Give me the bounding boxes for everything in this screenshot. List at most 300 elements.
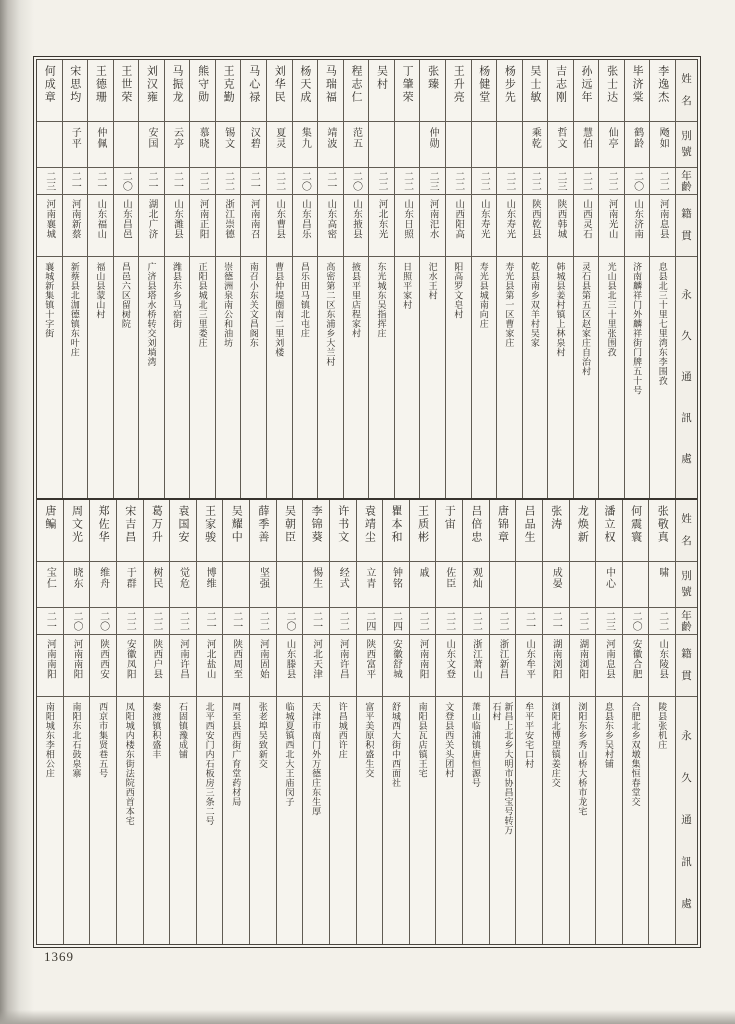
age-cell — [383, 608, 409, 635]
age-cell — [277, 608, 303, 635]
address-cell — [344, 257, 369, 498]
age-cell — [599, 168, 624, 195]
age-cell — [625, 168, 650, 195]
entry-column — [292, 60, 318, 498]
origin-cell — [37, 635, 63, 697]
address-cell — [88, 257, 113, 498]
age-cell — [490, 608, 516, 635]
origin-cell — [410, 635, 436, 697]
person-name: 孙远年 — [580, 65, 593, 104]
mailing-address: 牟平平安宅口村 — [524, 702, 535, 769]
alias-cell — [596, 562, 622, 608]
person-name: 何震寰 — [629, 505, 642, 544]
native-place: 河南新蔡 — [69, 199, 80, 239]
address-cell — [117, 697, 143, 944]
age-value: 二〇 — [630, 611, 642, 631]
mailing-address: 潍县东乡马宿街 — [172, 262, 183, 329]
alias-cell — [446, 122, 471, 168]
alias-cell — [625, 122, 650, 168]
native-place: 河南许昌 — [177, 639, 188, 679]
age-cell — [114, 168, 139, 195]
age-cell — [344, 168, 369, 195]
entry-column — [522, 60, 548, 498]
native-place: 山东牟平 — [524, 639, 535, 679]
alias-cell — [623, 562, 649, 608]
native-place: 河南光山 — [606, 199, 617, 239]
name-cell — [596, 500, 622, 562]
address-cell — [114, 257, 139, 498]
age-cell — [410, 608, 436, 635]
age-cell — [446, 168, 471, 195]
name-cell — [463, 500, 489, 562]
courtesy-name: 飏如 — [657, 127, 669, 149]
native-place: 河北天津 — [311, 639, 322, 679]
entry-column — [62, 60, 88, 498]
alias-cell — [277, 562, 303, 608]
mailing-address: 济南麟祥门外麟祥街门牌五十号 — [632, 262, 643, 395]
alias-cell — [383, 562, 409, 608]
person-name: 吴朝臣 — [283, 505, 296, 544]
name-cell — [472, 60, 497, 122]
name-cell — [90, 500, 116, 562]
courtesy-name: 觉危 — [177, 567, 189, 589]
header-label-char: 號 — [681, 147, 692, 159]
age-cell — [516, 608, 542, 635]
name-cell — [650, 60, 675, 122]
age-cell — [596, 608, 622, 635]
address-cell — [241, 257, 266, 498]
alias-cell — [190, 122, 215, 168]
age-cell — [90, 608, 116, 635]
mailing-address: 息县东乡吴村铺 — [603, 702, 614, 769]
name-cell — [490, 500, 516, 562]
courtesy-name: 仲佩 — [94, 127, 106, 149]
name-cell — [165, 60, 190, 122]
origin-cell — [63, 195, 88, 257]
header-label-char: 年 — [681, 171, 692, 182]
origin-cell — [516, 635, 542, 697]
native-place: 安徽合肥 — [630, 639, 641, 679]
entry-column — [435, 500, 462, 944]
entry-column — [648, 500, 675, 944]
person-name: 李锦葵 — [310, 505, 323, 544]
courtesy-name: 啸 — [656, 567, 668, 578]
age-cell — [497, 168, 522, 195]
address-cell — [420, 257, 445, 498]
header-cell-age — [676, 168, 697, 195]
mailing-address: 阳高罗文皂村 — [453, 262, 464, 319]
entry-column — [138, 60, 164, 498]
origin-cell — [223, 635, 249, 697]
entry-column — [317, 60, 343, 498]
entry-column — [63, 500, 90, 944]
age-value: 二一 — [523, 611, 535, 631]
entry-column — [222, 500, 249, 944]
mailing-address: 新昌上北乡大明市协昌宝号转万石村 — [491, 702, 514, 835]
entry-column — [266, 60, 292, 498]
age-cell — [190, 168, 215, 195]
alias-cell — [223, 562, 249, 608]
origin-cell — [548, 195, 573, 257]
origin-cell — [369, 195, 394, 257]
age-value: 二一 — [248, 171, 260, 191]
address-cell — [90, 697, 116, 944]
address-cell — [649, 697, 675, 944]
age-value: 二一 — [324, 171, 336, 191]
origin-cell — [165, 195, 190, 257]
alias-cell — [436, 562, 462, 608]
origin-cell — [596, 635, 622, 697]
age-cell — [216, 168, 241, 195]
native-place: 湖南浏阳 — [577, 639, 588, 679]
age-cell — [139, 168, 164, 195]
age-value: 二〇 — [283, 611, 295, 631]
native-place: 浙江萧山 — [470, 639, 481, 679]
person-name: 王家骏 — [203, 505, 216, 544]
courtesy-name: 钟铭 — [390, 567, 402, 589]
header-label-char: 通 — [681, 815, 692, 826]
person-name: 唐鳊 — [43, 505, 56, 531]
name-cell — [223, 500, 249, 562]
header-cell-alias — [676, 122, 697, 168]
person-name: 马瑞福 — [324, 65, 337, 104]
address-cell — [436, 697, 462, 944]
person-name: 杨天成 — [298, 65, 311, 104]
native-place: 河北盐山 — [204, 639, 215, 679]
person-name: 吕倍忠 — [469, 505, 482, 544]
header-cell-origin — [676, 195, 697, 257]
entry-column — [382, 500, 409, 944]
alias-cell — [241, 122, 266, 168]
address-cell — [570, 697, 596, 944]
header-label-char: 貫 — [681, 671, 692, 682]
native-place: 安徽舒城 — [390, 639, 401, 679]
name-cell — [37, 60, 62, 122]
origin-cell — [267, 195, 292, 257]
native-place: 河南襄城 — [44, 199, 55, 239]
age-cell — [463, 608, 489, 635]
courtesy-name: 维舟 — [97, 567, 109, 589]
courtesy-name: 仙亭 — [606, 127, 618, 149]
header-label-char: 永 — [681, 731, 692, 742]
name-cell — [420, 60, 445, 122]
person-name: 唐锦章 — [496, 505, 509, 544]
native-place: 安徽凤阳 — [124, 639, 135, 679]
entry-column — [394, 60, 420, 498]
registry-frame — [33, 56, 701, 948]
age-cell — [574, 168, 599, 195]
origin-cell — [523, 195, 548, 257]
courtesy-name: 晓东 — [70, 567, 82, 589]
person-name: 杨步先 — [503, 65, 516, 104]
age-value: 二二 — [529, 171, 541, 191]
age-cell — [303, 608, 329, 635]
age-value: 二二 — [177, 611, 189, 631]
header-label-char: 訊 — [681, 413, 692, 424]
address-cell — [216, 257, 241, 498]
address-cell — [497, 257, 522, 498]
native-place: 山东掖县 — [350, 199, 361, 239]
native-place: 陕西富平 — [364, 639, 375, 679]
entry-column — [445, 60, 471, 498]
person-name: 刘华民 — [273, 65, 286, 104]
age-cell — [357, 608, 383, 635]
person-name: 张臻 — [426, 65, 439, 91]
age-value: 二三 — [427, 171, 439, 191]
entry-column — [89, 500, 116, 944]
name-cell — [497, 60, 522, 122]
name-cell — [117, 500, 143, 562]
person-name: 吴村 — [375, 65, 388, 91]
header-label-char: 籍 — [681, 209, 692, 220]
age-cell — [570, 608, 596, 635]
name-cell — [114, 60, 139, 122]
origin-cell — [88, 195, 113, 257]
mailing-address: 张老埠吴致新交 — [257, 702, 268, 769]
header-cell-alias — [676, 562, 697, 608]
name-cell — [436, 500, 462, 562]
age-value: 二一 — [69, 171, 81, 191]
mailing-address: 昌邑六区留树院 — [120, 262, 131, 329]
alias-cell — [410, 562, 436, 608]
courtesy-name: 佐臣 — [443, 567, 455, 589]
age-value: 二二 — [576, 611, 588, 631]
alias-cell — [165, 122, 190, 168]
alias-cell — [650, 122, 675, 168]
entry-column — [215, 60, 241, 498]
age-value: 二一 — [310, 611, 322, 631]
age-value: 二四 — [363, 611, 375, 631]
mailing-address: 许昌城西许庄 — [337, 702, 348, 759]
name-cell — [574, 60, 599, 122]
native-place: 陕西乾县 — [529, 199, 540, 239]
origin-cell — [436, 635, 462, 697]
native-place: 山东高密 — [325, 199, 336, 239]
alias-cell — [543, 562, 569, 608]
header-label-char: 久 — [681, 331, 692, 342]
alias-cell — [548, 122, 573, 168]
age-value: 二二 — [443, 611, 455, 631]
age-cell — [63, 168, 88, 195]
mailing-address: 凤阳城内楼东街法院西首本宅 — [124, 702, 135, 826]
age-cell — [197, 608, 223, 635]
native-place: 山东寿光 — [478, 199, 489, 239]
age-value: 二〇 — [120, 171, 132, 191]
courtesy-name: 集九 — [299, 127, 311, 149]
person-name: 潘立权 — [602, 505, 615, 544]
entry-column — [419, 60, 445, 498]
entry-column — [249, 500, 276, 944]
age-cell — [64, 608, 90, 635]
alias-cell — [472, 122, 497, 168]
alias-cell — [395, 122, 420, 168]
entry-column — [189, 60, 215, 498]
address-cell — [596, 697, 622, 944]
alias-cell — [197, 562, 223, 608]
age-value: 二二 — [470, 611, 482, 631]
native-place: 山东滕县 — [284, 639, 295, 679]
alias-cell — [523, 122, 548, 168]
age-value: 二三 — [43, 171, 55, 191]
mailing-address: 秦渡镇积盛丰 — [151, 702, 162, 759]
mailing-address: 舒城西大街中西面社 — [390, 702, 401, 788]
mailing-address: 汜水王村 — [427, 262, 438, 300]
person-name: 李逸杰 — [656, 65, 669, 104]
person-name: 吕品生 — [523, 505, 536, 544]
header-label-char: 姓 — [681, 514, 692, 525]
person-name: 程志仁 — [349, 65, 362, 104]
mailing-address: 南阳县瓦店镇王宅 — [417, 702, 428, 778]
native-place: 山东福山 — [95, 199, 106, 239]
address-cell — [516, 697, 542, 944]
address-cell — [223, 697, 249, 944]
name-cell — [170, 500, 196, 562]
age-cell — [436, 608, 462, 635]
age-value: 二一 — [145, 171, 157, 191]
address-cell — [318, 257, 343, 498]
person-name: 王升亮 — [452, 65, 465, 104]
name-cell — [37, 500, 63, 562]
entry-column — [569, 500, 596, 944]
native-place: 山东曹县 — [274, 199, 285, 239]
name-cell — [523, 60, 548, 122]
entry-column — [356, 500, 383, 944]
header-cell-age — [676, 608, 697, 635]
origin-cell — [241, 195, 266, 257]
courtesy-name: 靖波 — [324, 127, 336, 149]
header-label-char: 籍 — [681, 649, 692, 660]
name-cell — [548, 60, 573, 122]
native-place: 河南息县 — [603, 639, 614, 679]
origin-cell — [383, 635, 409, 697]
entry-column — [87, 60, 113, 498]
age-value: 二二 — [401, 171, 413, 191]
courtesy-name: 鹤龄 — [631, 127, 643, 149]
person-name: 杨健堂 — [477, 65, 490, 104]
age-value: 二二 — [376, 171, 388, 191]
header-label-char: 名 — [681, 536, 692, 547]
person-name: 刘汉雍 — [145, 65, 158, 104]
courtesy-name: 锡文 — [222, 127, 234, 149]
origin-cell — [197, 635, 223, 697]
entry-column — [496, 60, 522, 498]
alias-cell — [88, 122, 113, 168]
mailing-address: 西京市集贤巷五号 — [98, 702, 109, 778]
native-place: 山西阳高 — [453, 199, 464, 239]
native-place: 陕西西安 — [98, 639, 109, 679]
address-cell — [543, 697, 569, 944]
mailing-address: 崇德洲泉南公和油坊 — [223, 262, 234, 348]
entry-column — [622, 500, 649, 944]
entry-column — [624, 60, 650, 498]
name-cell — [216, 60, 241, 122]
age-cell — [223, 608, 249, 635]
age-cell — [267, 168, 292, 195]
courtesy-name: 哲文 — [554, 127, 566, 149]
origin-cell — [463, 635, 489, 697]
origin-cell — [144, 635, 170, 697]
entry-column — [116, 500, 143, 944]
person-name: 王德珊 — [94, 65, 107, 104]
address-cell — [383, 697, 409, 944]
mailing-address: 高密第二区东浦乡大兰村 — [325, 262, 336, 367]
header-label-char: 別 — [681, 570, 692, 582]
registry-table-top — [37, 60, 697, 500]
age-value: 二二 — [452, 171, 464, 191]
age-value: 二二 — [503, 171, 515, 191]
mailing-address: 正阳县城北三里娄庄 — [197, 262, 208, 348]
origin-cell — [490, 635, 516, 697]
name-cell — [64, 500, 90, 562]
age-cell — [37, 608, 63, 635]
alias-cell — [318, 122, 343, 168]
person-name: 王克勤 — [222, 65, 235, 104]
name-cell — [63, 60, 88, 122]
origin-cell — [90, 635, 116, 697]
entry-column — [240, 60, 266, 498]
age-cell — [330, 608, 356, 635]
age-value: 二三 — [603, 611, 615, 631]
alias-cell — [497, 122, 522, 168]
person-name: 宋吉昌 — [123, 505, 136, 544]
native-place: 浙江崇德 — [223, 199, 234, 239]
origin-cell — [344, 195, 369, 257]
entry-column — [598, 60, 624, 498]
origin-cell — [574, 195, 599, 257]
mailing-address: 石固镇豫成铺 — [177, 702, 188, 759]
courtesy-name: 云亭 — [171, 127, 183, 149]
origin-cell — [303, 635, 329, 697]
name-cell — [88, 60, 113, 122]
native-place: 山东济南 — [632, 199, 643, 239]
origin-cell — [420, 195, 445, 257]
alias-cell — [420, 122, 445, 168]
origin-cell — [570, 635, 596, 697]
origin-cell — [472, 195, 497, 257]
alias-cell — [114, 122, 139, 168]
courtesy-name: 子平 — [69, 127, 81, 149]
address-cell — [625, 257, 650, 498]
name-cell — [516, 500, 542, 562]
mailing-address: 广济县塔水桥转交刘埫湾 — [146, 262, 157, 367]
entry-column — [515, 500, 542, 944]
native-place: 山东昌邑 — [120, 199, 131, 239]
native-place: 陕西韩城 — [555, 199, 566, 239]
person-name: 熊守勋 — [196, 65, 209, 104]
person-name: 薛季善 — [256, 505, 269, 544]
native-place: 山东文登 — [444, 639, 455, 679]
native-place: 湖南浏阳 — [550, 639, 561, 679]
age-cell — [241, 168, 266, 195]
name-cell — [623, 500, 649, 562]
age-value: 二〇 — [350, 171, 362, 191]
alias-cell — [64, 562, 90, 608]
mailing-address: 灵石县第五区赵家庄自治村 — [581, 262, 592, 376]
name-cell — [410, 500, 436, 562]
person-name: 宋思均 — [68, 65, 81, 104]
age-cell — [472, 168, 497, 195]
entry-column — [573, 60, 599, 498]
mailing-address: 息县北三十里七里湾东李围孜 — [657, 262, 668, 386]
age-value: 二〇 — [299, 171, 311, 191]
mailing-address: 寿光县城南向庄 — [478, 262, 489, 329]
age-value: 二二 — [337, 611, 349, 631]
name-cell — [446, 60, 471, 122]
alias-cell — [570, 562, 596, 608]
origin-cell — [277, 635, 303, 697]
header-cell-address — [676, 697, 697, 944]
courtesy-name: 戚 — [417, 567, 429, 578]
